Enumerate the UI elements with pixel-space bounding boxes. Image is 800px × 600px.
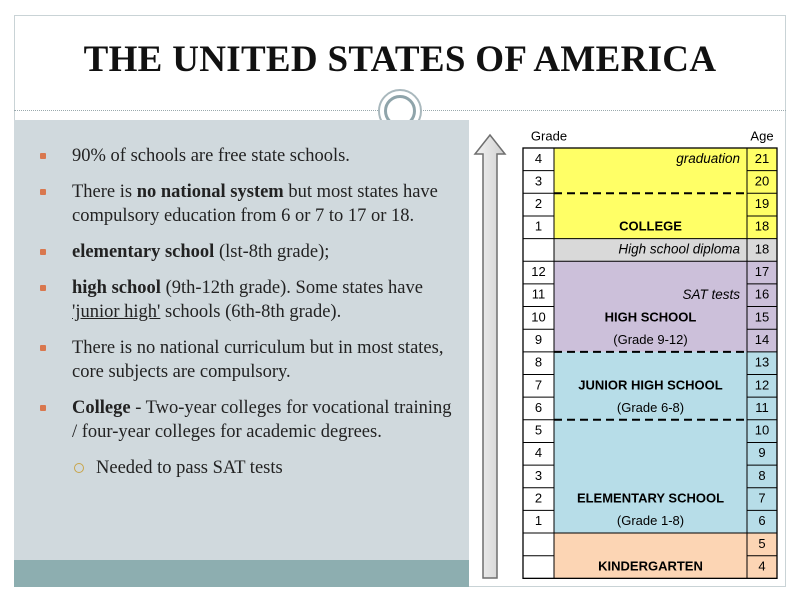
diploma-label: High school diploma (618, 241, 740, 257)
age-label: 7 (758, 490, 766, 506)
bullet-text: There is no national curriculum but in most states, core subjects are compulsory. (72, 338, 444, 382)
grade-label: 2 (534, 196, 543, 212)
age-label: 20 (754, 173, 770, 189)
bullet-text: Needed to pass SAT tests (96, 458, 283, 478)
grade-label: 9 (534, 331, 543, 347)
age-label: 16 (754, 286, 770, 302)
bullet-bold-text: elementary school (72, 242, 215, 262)
grade-label: 10 (531, 309, 546, 325)
bullet-bold-text: no national system (136, 182, 284, 202)
grade-label: 3 (534, 467, 543, 483)
age-label: 12 (754, 377, 770, 393)
age-label: 14 (754, 331, 770, 347)
bullet-text: 90% of schools are free state schools. (72, 146, 350, 166)
elementary-label: ELEMENTARY SCHOOL (576, 490, 725, 506)
junior-high-grades-label: (Grade 6-8) (616, 399, 685, 415)
elementary-grades-label: (Grade 1-8) (616, 513, 685, 529)
age-header: Age (750, 128, 774, 144)
grade-label: 11 (531, 286, 546, 302)
grade-label: 1 (534, 513, 543, 529)
age-label: 19 (754, 196, 770, 212)
age-label: 5 (758, 535, 766, 551)
sat-label: SAT tests (682, 286, 740, 302)
age-label: 10 (754, 422, 770, 438)
grade-label: 3 (534, 173, 543, 189)
age-label: 15 (754, 309, 770, 325)
bullet-bold-text: high school (72, 278, 161, 298)
age-label: 18 (754, 241, 770, 257)
age-label: 11 (755, 399, 769, 415)
bullet-bold-text: College (72, 398, 131, 418)
age-label: 13 (754, 354, 770, 370)
grade-label: 7 (534, 377, 543, 393)
age-label: 17 (754, 264, 770, 280)
age-label: 8 (758, 467, 766, 483)
age-label: 6 (758, 513, 766, 529)
kindergarten-label: KINDERGARTEN (598, 558, 703, 574)
bullet-text: (lst-8th grade); (214, 242, 330, 262)
bullet-text: schools (6th-8th grade). (160, 302, 342, 322)
grade-label: 8 (534, 354, 543, 370)
slide-title: THE UNITED STATES OF AMERICA (83, 39, 717, 80)
age-label: 21 (754, 150, 770, 166)
grade-label: 5 (534, 422, 543, 438)
grade-label: 6 (534, 399, 543, 415)
high-school-grades-label: (Grade 9-12) (613, 331, 688, 347)
bullet-text: (9th-12th grade). Some states have (160, 278, 423, 298)
age-label: 18 (754, 218, 770, 234)
grade-label: 2 (534, 490, 543, 506)
graduation-label: graduation (676, 150, 740, 166)
bullet-underlined-text: 'junior high' (72, 302, 161, 322)
bullet-text: but most states have compulsory education from 6 or 7 to 17 or 18. (72, 182, 438, 226)
grade-header: Grade (530, 128, 568, 144)
college-label: COLLEGE (619, 218, 682, 234)
grade-label: 1 (534, 218, 543, 234)
high-school-label: HIGH SCHOOL (604, 309, 697, 325)
bullet-text: There is (72, 182, 137, 202)
junior-high-label: JUNIOR HIGH SCHOOL (578, 377, 723, 393)
grade-label: 4 (534, 150, 543, 166)
grade-label: 12 (531, 264, 546, 280)
age-label: 4 (758, 558, 766, 574)
grade-label: 4 (534, 445, 543, 461)
bullet-text: - Two-year colleges for vocational training / four-year colleges for academic degrees. (72, 398, 452, 442)
age-label: 9 (758, 445, 766, 461)
